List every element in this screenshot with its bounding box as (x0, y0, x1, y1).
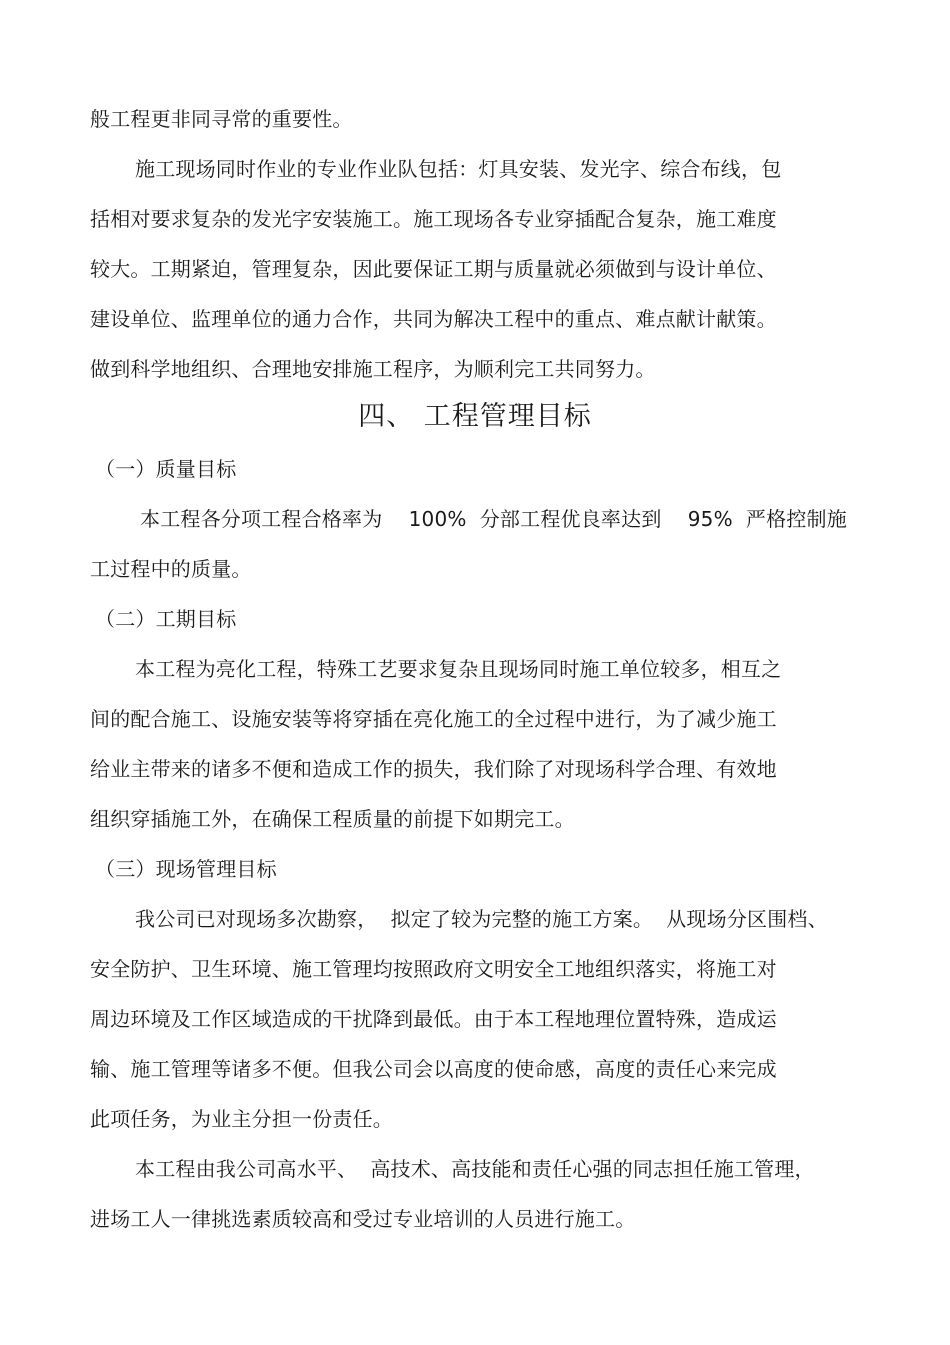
text-line: 给业主带来的诸多不便和造成工作的损失，我们除了对现场科学合理、有效地 (90, 757, 777, 781)
text-line: 本工程各分项工程合格率为 100% 分部工程优良率达到 95% 严格控制施 (140, 507, 847, 531)
text-line: 周边环境及工作区域造成的干扰降到最低。由于本工程地理位置特殊，造成运 (90, 1007, 777, 1031)
subsection-heading-quality: （一）质量目标 (95, 457, 237, 481)
text-line: 本工程由我公司高水平、 高技术、高技能和责任心强的同志担任施工管理， (135, 1157, 815, 1181)
subsection-heading-site: （三）现场管理目标 (95, 857, 277, 881)
text-line: 我公司已对现场多次勘察， 拟定了较为完整的施工方案。 从现场分区围档、 (135, 907, 828, 931)
subsection-heading-schedule: （二）工期目标 (95, 607, 237, 631)
text-line: 括相对要求复杂的发光字安装施工。施工现场各专业穿插配合复杂，施工难度 (90, 207, 777, 231)
text-line: 建设单位、监理单位的通力合作，共同为解决工程中的重点、难点献计献策。 (90, 307, 777, 331)
text-line: 工过程中的质量。 (90, 557, 252, 581)
text-line: 进场工人一律挑选素质较高和受过专业培训的人员进行施工。 (90, 1207, 636, 1231)
text-line: 施工现场同时作业的专业作业队包括：灯具安装、发光字、综合布线，包 (135, 157, 782, 181)
text-line: 输、施工管理等诸多不便。但我公司会以高度的使命感，高度的责任心来完成 (90, 1057, 777, 1081)
section-title: 四、 工程管理目标 (358, 401, 592, 432)
text-line: 较大。工期紧迫，管理复杂，因此要保证工期与质量就必须做到与设计单位、 (90, 257, 777, 281)
text-line: 本工程为亮化工程，特殊工艺要求复杂且现场同时施工单位较多，相互之 (135, 657, 782, 681)
text-line: 组织穿插施工外，在确保工程质量的前提下如期完工。 (90, 807, 575, 831)
text-line: 做到科学地组织、合理地安排施工程序，为顺利完工共同努力。 (90, 357, 656, 381)
text-line: 此项任务，为业主分担一份责任。 (90, 1107, 393, 1131)
text-line: 般工程更非同寻常的重要性。 (90, 107, 353, 131)
text-line: 安全防护、卫生环境、施工管理均按照政府文明安全工地组织落实，将施工对 (90, 957, 777, 981)
text-line: 间的配合施工、设施安装等将穿插在亮化施工的全过程中进行，为了减少施工 (90, 707, 777, 731)
